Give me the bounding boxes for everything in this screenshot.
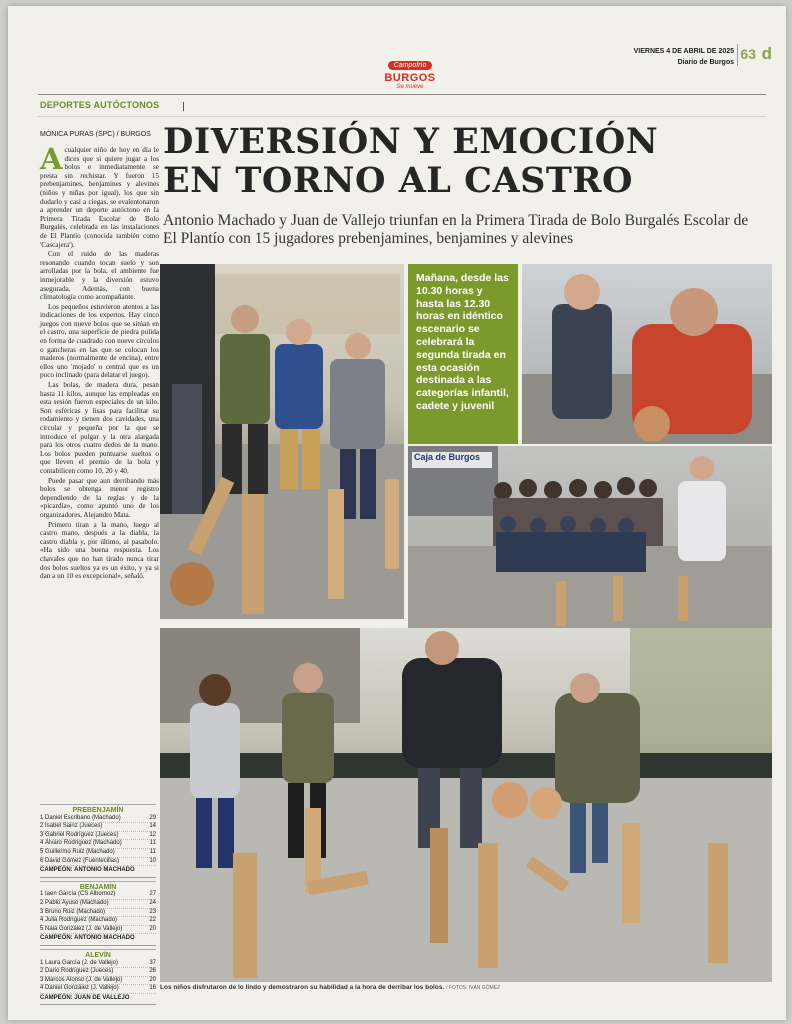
result-row: 1 Laura García (J. de Vallejo) 37 [40, 960, 156, 969]
newspaper-page [8, 6, 786, 1020]
results-category: PREBENJAMÍN [40, 804, 156, 815]
results-category: ALEVÍN [40, 949, 156, 960]
photo-boy-and-coach-illustration [522, 264, 772, 444]
photo-group [408, 446, 772, 628]
page-number: 63 [740, 46, 756, 62]
section-label: DEPORTES AUTÓCTONOS [40, 100, 160, 110]
paragraph-5: Puede pasar que aun derribando más bolos se obtenga menor registro dependiendo de la reglas y de la «picardía», como apuntó uno de los organizadores, Alejandro Mata. [40, 476, 159, 519]
issue-date: VIERNES 4 DE ABRIL DE 2025 [633, 48, 734, 55]
headline [163, 122, 658, 200]
drop-cap: A [40, 142, 63, 176]
result-row: 2 Pablo Ayuso (Machado) 24 [40, 900, 156, 909]
result-row: 1 Iaen García (CS Albornoz) 27 [40, 891, 156, 900]
result-row: 3 Gabriel Rodríguez (Jueces) 12 [40, 832, 156, 841]
logo-badge: Campofrío [388, 61, 433, 70]
results-champion: CAMPEÓN: ANTONIO MACHADO [40, 934, 156, 946]
article-body [40, 142, 159, 582]
result-row: 6 David Gómez (Fuentecillas) 10 [40, 858, 156, 867]
result-row: 2 Dario Rodríguez (Jueces) 26 [40, 968, 156, 977]
info-box: Mañana, desde las 10.30 horas y hasta las 12.30 horas en idéntico escenario se celebrará la segunda tirada en esta ocasión destinada a las categorías infantil, cadete y juvenil [408, 264, 518, 444]
photo-kids-castro-illustration [160, 264, 404, 619]
paragraph-2: Con el ruido de las maderas resonando cuando tocan suelo y son arrolladas por la bola, el ambiente fue inmejorable y la diversión estuvo asegurada. Además, con buena climatología como acompañante. [40, 250, 159, 302]
subheadline: Antonio Machado y Juan de Vallejo triunfan en la Primera Tirada de Bolo Burgalés Escolar de El Plantío con 15 jugadores prebenjamines, benjamines y alevines [163, 212, 749, 247]
top-rule [38, 94, 766, 95]
photo-boy-and-coach [522, 264, 772, 444]
photo-bolos-game-illustration [160, 628, 772, 982]
paragraph-1: Acualquier niño de hoy en día le dices que si quiere jugar a los bolos e inmediatamente se presta sin rechistar. Y fueron 15 prebenjamines, benjamines y alevines (niños y niñas por igual), los que sin dudarlo y casi a ciegas, se evalentonaron a aprender un deporte autóctono en la Primera Tirada Escolar de Bolo Burgalés, celebrada en las instalaciones de El Plantío (conocida también como 'Cascajera'). [40, 142, 159, 249]
result-row: 4 Daniel González (J. Vallejo) 16 [40, 985, 156, 994]
header-divider [737, 44, 738, 66]
section-letter: d [761, 44, 772, 63]
paragraph-3: Los pequeños estuvieron atentos a las indicaciones de los expertos. Hay cinco juegos con nueve bolos que se sitúan en el castro, una superficie de piedra pulida en forma de cuadrado con nueve círculos o gancheras en las que se colocan los maderos (normalmente de encina), entre ellos uno 'mojado' o central que es un poco inclinado (para delatar el juego). [40, 302, 159, 380]
photo-kids-castro [160, 264, 404, 619]
paragraph-4: Las bolas, de madera dura, pesan hasta 11 kilos, aunque las empleadas en esta sesión fueron especiales de un kilo. Son esféricas y lisas para facilitar su rodamiento y tienen dos cavidades, una circular y pequeña por la que se introduce el pulgar y la otra alargada para los otros cuatro dedos de la mano. Los bolos pueden puntuarse sueltos o que lleven el premio de la bola y contabilicen como 10, 20 y 40. [40, 381, 159, 475]
paragraph-6: Primero tiran a la mano, luego al castro mano, después a la diabla, la castro diabla y, por último, al pasabolo. «Ha sido una buena respuesta. Los chavales que no han tirado nunca tirar dos bolos sueltos ya es un éxito, y ya si dan a un 10 es excepcional», señaló. [40, 520, 159, 581]
result-row: 2 Isabel Sainz (Jueces) 14 [40, 823, 156, 832]
result-row: 3 Bruno Ruiz (Machado) 23 [40, 909, 156, 918]
result-row: 5 Guillermo Ruiz (Machado) 11 [40, 849, 156, 858]
byline: MÓNICA PURAS (SPC) / BURGOS [40, 131, 151, 138]
results-table [40, 801, 156, 1005]
results-champion: CAMPEÓN: JUAN DE VALLEJO [40, 994, 156, 1006]
result-row: 4 Julia Rodríguez (Machado) 22 [40, 917, 156, 926]
results-group-prebenjamin [40, 804, 156, 878]
photo-sign: Caja de Burgos [414, 452, 481, 462]
results-group-alevin [40, 949, 156, 1006]
headline-line-1: DIVERSIÓN Y EMOCIÓN [163, 121, 659, 162]
dateline [634, 46, 734, 68]
burgos-logo [380, 54, 440, 98]
photo-caption [160, 984, 760, 991]
result-row: 4 Álvaro Rodríguez (Machado) 11 [40, 840, 156, 849]
logo-tagline: Se mueve [396, 84, 424, 90]
caption-text: Los niños disfrutaron de lo lindo y demostraron su habilidad a la hora de derribar los bolos. [160, 984, 445, 991]
section-divider [183, 102, 184, 111]
section-rule [38, 116, 766, 117]
result-row: 3 Marcos Alonso (J. de Vallejo) 20 [40, 977, 156, 986]
results-group-benjamin [40, 881, 156, 946]
newspaper-name: Diario de Burgos [677, 59, 734, 66]
logo-city: BURGOS [384, 72, 436, 84]
results-category: BENJAMÍN [40, 881, 156, 892]
photo-credit: / FOTOS: IVÁN GÓMEZ [446, 985, 501, 991]
headline-line-2: EN TORNO AL CASTRO [163, 160, 633, 201]
photo-bolos-game [160, 628, 772, 982]
photo-group-illustration [408, 446, 772, 628]
results-champion: CAMPEÓN: ANTONIO MACHADO [40, 866, 156, 878]
result-row: 1 Daniel Escribano (Machado) 29 [40, 815, 156, 824]
result-row: 5 Naia González (J. de Vallejo) 20 [40, 926, 156, 935]
